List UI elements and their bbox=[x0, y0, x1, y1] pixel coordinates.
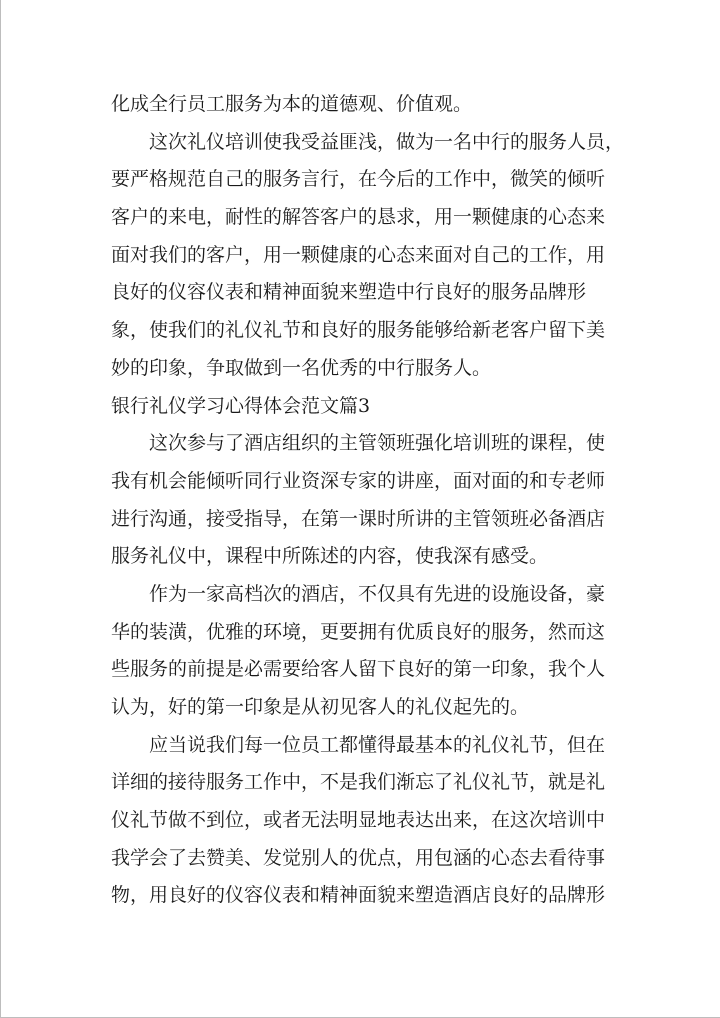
text-line: 些服务的前提是必需要给客人留下良好的第一印象，我个人 bbox=[111, 658, 606, 681]
text-line: 服务礼仪中，课程中所陈述的内容，使我深有感受。 bbox=[111, 545, 549, 568]
text-line: 银行礼仪学习心得体会范文篇3 bbox=[111, 394, 371, 417]
text-line: 华的装潢，优雅的环境，更要拥有优质良好的服务，然而这 bbox=[111, 620, 606, 643]
text-line: 应当说我们每一位员工都懂得最基本的礼仪礼节，但在 bbox=[149, 733, 606, 756]
text-line: 进行沟通，接受指导，在第一课时所讲的主管领班必备酒店 bbox=[111, 507, 606, 530]
text-line: 我有机会能倾听同行业资深专家的讲座，面对面的和专老师 bbox=[111, 469, 606, 492]
text-line: 这次礼仪培训使我受益匪浅，做为一名中行的服务人员， bbox=[149, 130, 625, 153]
text-line: 详细的接待服务工作中，不是我们渐忘了礼仪礼节，就是礼 bbox=[111, 771, 606, 794]
text-line: 认为，好的第一印象是从初见客人的礼仪起先的。 bbox=[111, 696, 530, 718]
text-line: 面对我们的客户，用一颗健康的心态来面对自己的工作，用 bbox=[111, 243, 606, 266]
text-line: 物，用良好的仪容仪表和精神面貌来塑造酒店良好的品牌形 bbox=[111, 884, 606, 907]
text-line: 我学会了去赞美、发觉别人的优点，用包涵的心态去看待事 bbox=[111, 846, 606, 869]
text-line: 仪礼节做不到位，或者无法明显地表达出来，在这次培训中 bbox=[111, 809, 606, 832]
text-line: 这次参与了酒店组织的主管领班强化培训班的课程，使 bbox=[149, 432, 606, 455]
text-line: 象，使我们的礼仪礼节和良好的服务能够给新老客户留下美 bbox=[111, 319, 606, 342]
text-line: 化成全行员工服务为本的道德观、价值观。 bbox=[111, 93, 473, 115]
text-line: 作为一家高档次的酒店，不仅具有先进的设施设备，豪 bbox=[149, 582, 606, 605]
text-line: 良好的仪容仪表和精神面貌来塑造中行良好的服务品牌形 bbox=[111, 281, 587, 304]
text-line: 要严格规范自己的服务言行，在今后的工作中，微笑的倾听 bbox=[111, 168, 606, 191]
text-line: 客户的来电，耐性的解答客户的恳求，用一颗健康的心态来 bbox=[111, 206, 606, 229]
document-body bbox=[111, 86, 625, 915]
text-line: 妙的印象，争取做到一名优秀的中行服务人。 bbox=[111, 356, 492, 379]
